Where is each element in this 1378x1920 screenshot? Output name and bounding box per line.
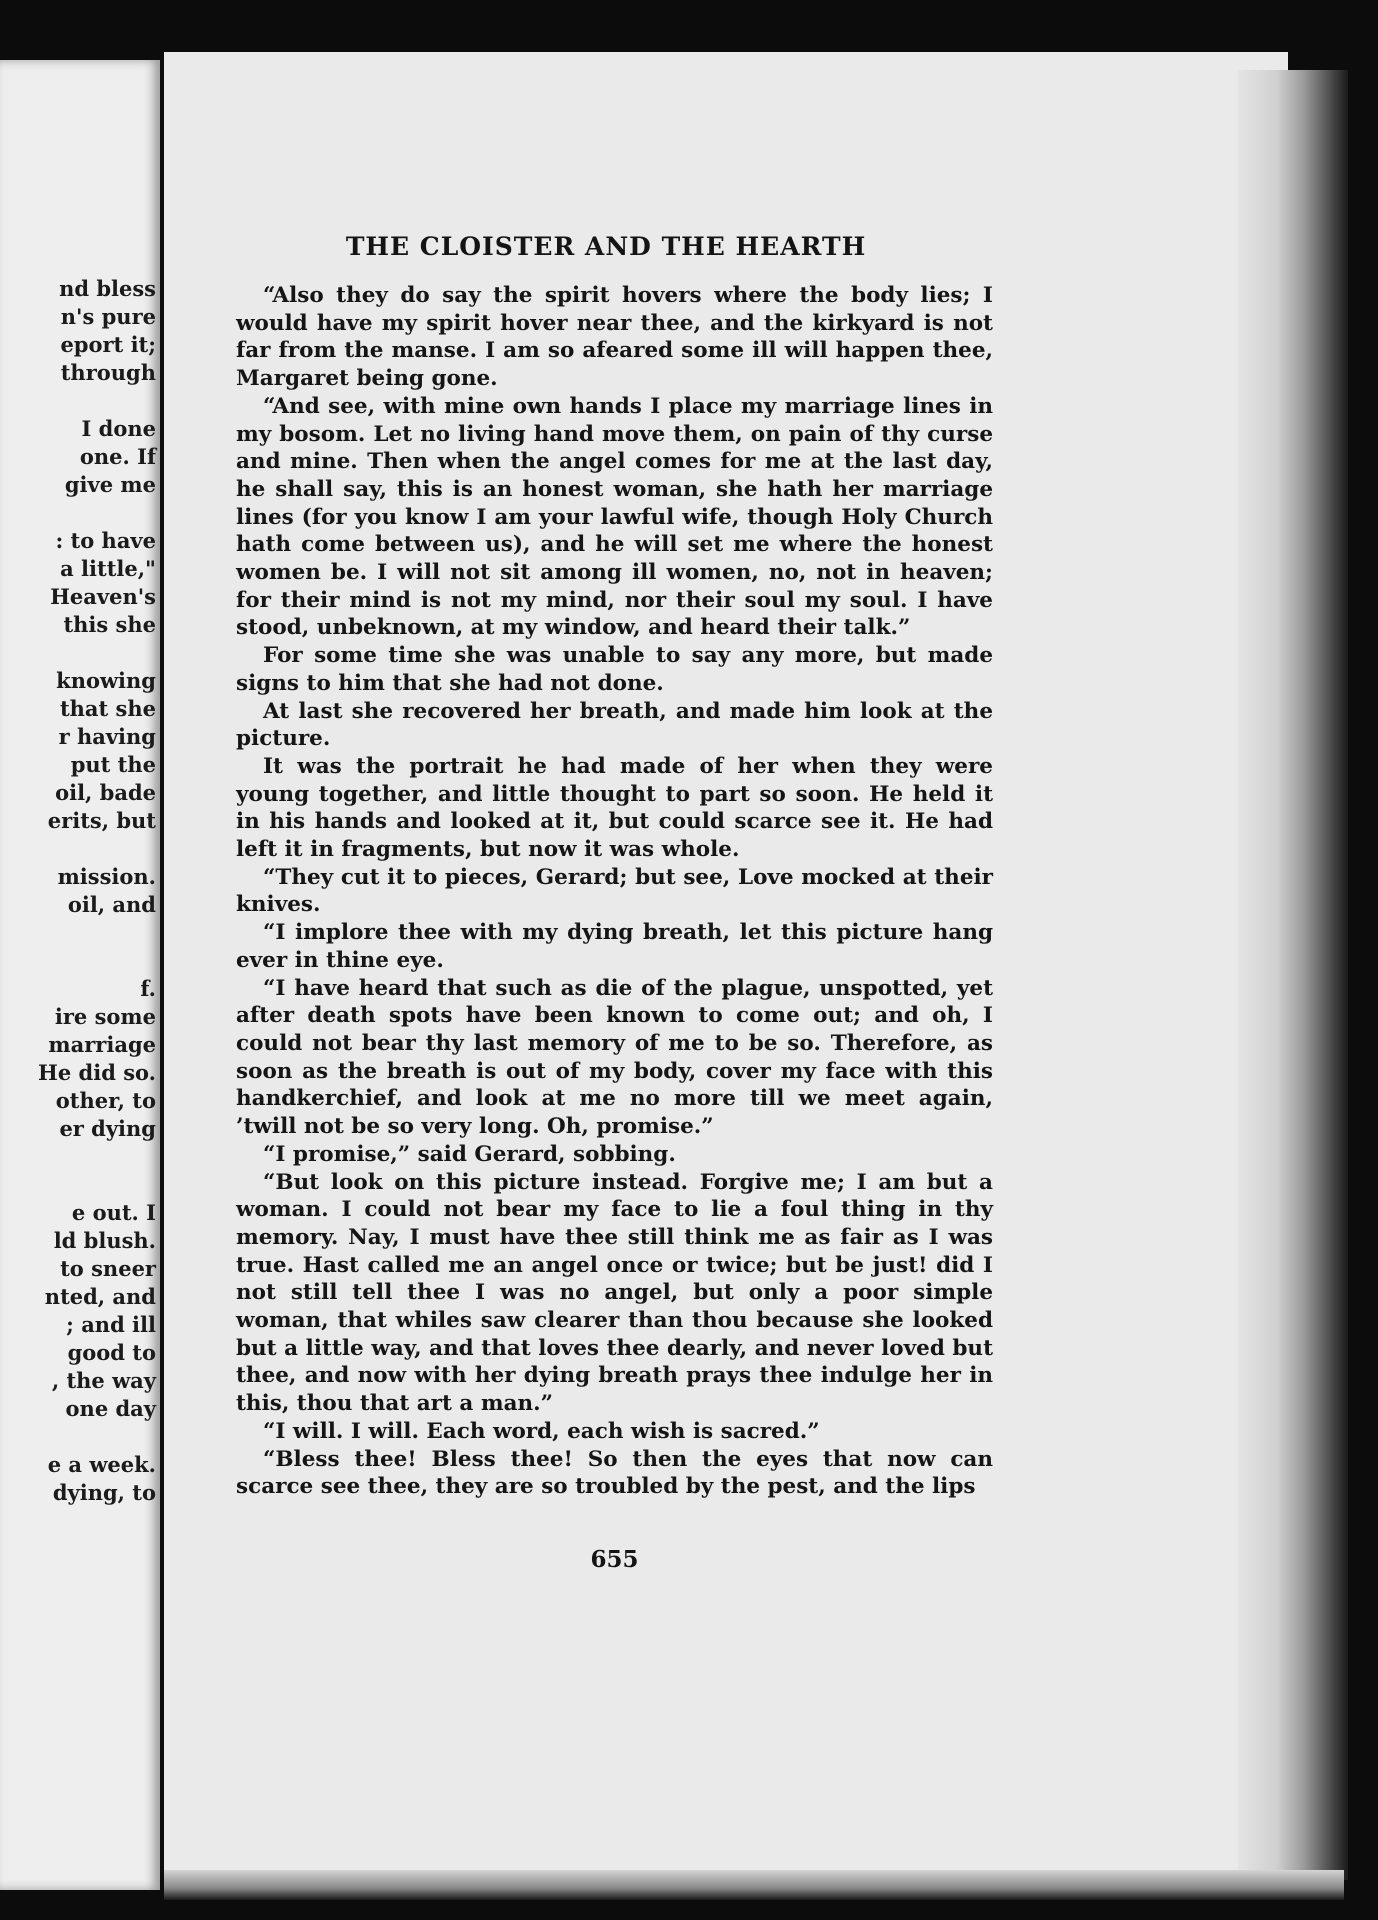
page-number: 655	[590, 1546, 639, 1573]
left-page-fragment	[0, 60, 160, 1890]
left-page-line: one day	[65, 1396, 156, 1421]
left-page-line: r having	[58, 724, 156, 749]
left-page-line	[0, 919, 156, 947]
left-page-line: Heaven's	[50, 584, 156, 609]
left-page-line: n's pure	[60, 304, 156, 329]
paragraph: “I implore thee with my dying breath, let this picture hang ever in thine eye.	[236, 920, 993, 973]
paragraph: It was the portrait he had made of her when they were young together, and little thought to part so soon. He held it in his hands and looked at it, but could scarce see it. He had left it in fragments, but now it was whole.	[236, 753, 993, 863]
left-page-line: this she	[63, 612, 156, 637]
left-page-line: dying, to	[52, 1480, 156, 1505]
left-page-line	[0, 1143, 156, 1171]
paragraph: “They cut it to pieces, Gerard; but see, Love mocked at their knives.	[236, 864, 993, 918]
left-page-line	[0, 1423, 156, 1451]
page-edge-shadow	[1238, 70, 1348, 1880]
left-page-line: other, to	[55, 1088, 156, 1113]
paragraph: “I have heard that such as die of the plague, unspotted, yet after death spots have been known to come out; and oh, I could not bear thy last memory of me to be so. Therefore, as soon as the breath is out of my body, cover my face with this handkerchief, and look at me no more till we meet again, ’twill not be so very long. Oh, promise.”	[236, 975, 993, 1140]
left-page-line: mission.	[57, 864, 156, 889]
left-page-line: knowing	[56, 668, 156, 693]
left-page-line: oil, and	[67, 892, 156, 917]
left-page-line: ; and ill	[66, 1312, 156, 1337]
left-page-line: eport it;	[60, 332, 156, 357]
paragraph: “Bless thee! Bless thee! So then the eyes that now can scarce see thee, they are so troubled by the pest, and the lips	[236, 1446, 993, 1500]
page-bottom-edge	[164, 1870, 1344, 1900]
body-text	[236, 282, 993, 1501]
left-page-line	[0, 499, 156, 527]
left-page-line	[0, 947, 156, 975]
left-page-line: one. If	[79, 444, 156, 469]
left-page-line: erits, but	[47, 808, 156, 833]
left-page-line	[0, 1171, 156, 1199]
paragraph: At last she recovered her breath, and made him look at the picture.	[236, 698, 993, 752]
left-page-line: er dying	[59, 1116, 156, 1141]
left-page-line: good to	[67, 1340, 156, 1365]
left-page-line: ire some	[54, 1004, 156, 1029]
paragraph: “I will. I will. Each word, each wish is sacred.”	[263, 1418, 820, 1444]
left-page-line: nd bless	[59, 276, 156, 301]
paragraph: “I promise,” said Gerard, sobbing.	[263, 1141, 676, 1167]
paragraph: “But look on this picture instead. Forgive me; I am but a woman. I could not bear my face to lie a foul thing in thy memory. Nay, I must have thee still think me as fair as I was true. Hast called me an angel once or twice; but be just! did I not still tell thee I was no angel, but only a poor simple woman, that whiles saw clearer than thou because she looked but a little way, and that loves thee dearly, and never loved but thee, and now with her dying breath prays thee indulge her in this, thou that art a man.”	[236, 1169, 993, 1417]
left-page-line: , the way	[51, 1368, 156, 1393]
left-page-line: I done	[81, 416, 156, 441]
left-page-line: e out. I	[71, 1200, 156, 1225]
left-page-line	[0, 835, 156, 863]
left-page-line: He did so.	[38, 1060, 156, 1085]
left-page-line: f.	[140, 976, 156, 1001]
paragraph: “And see, with mine own hands I place my marriage lines in my bosom. Let no living hand move them, on pain of thy curse and mine. Then when the angel comes for me at the last day, he shall say, this is an honest woman, she hath her marriage lines (for you know I am your lawful wife, though Holy Church hath come between us), and he will set me where the honest women be. I will not sit among ill women, no, not in heaven; for their mind is not my mind, nor their soul my soul. I have stood, unbeknown, at my window, and heard their talk.”	[236, 393, 993, 641]
left-page-line	[0, 639, 156, 667]
left-page-line: oil, bade	[55, 780, 156, 805]
paragraph: “Also they do say the spirit hovers where the body lies; I would have my spirit hover near thee, and the kirkyard is not far from the manse. I am so afeared some ill will happen thee, Margaret being gone.	[236, 283, 993, 392]
running-head: THE CLOISTER AND THE HEARTH	[345, 232, 867, 261]
left-page-text	[0, 275, 156, 1507]
left-page-line: marriage	[48, 1032, 156, 1057]
left-page-line: to sneer	[60, 1256, 156, 1281]
left-page-line: give me	[64, 472, 156, 497]
paragraph: For some time she was unable to say any more, but made signs to him that she had not done.	[236, 643, 993, 696]
left-page-line: through	[60, 360, 156, 385]
left-page-line: ld blush.	[53, 1228, 156, 1253]
left-page-line: : to have	[55, 528, 156, 553]
left-page-line: e a week.	[47, 1452, 156, 1477]
left-page-line: put the	[70, 752, 156, 777]
left-page-line	[0, 387, 156, 415]
left-page-line: a little,"	[60, 556, 156, 581]
left-page-line: that she	[59, 696, 156, 721]
left-page-line: nted, and	[44, 1284, 156, 1309]
